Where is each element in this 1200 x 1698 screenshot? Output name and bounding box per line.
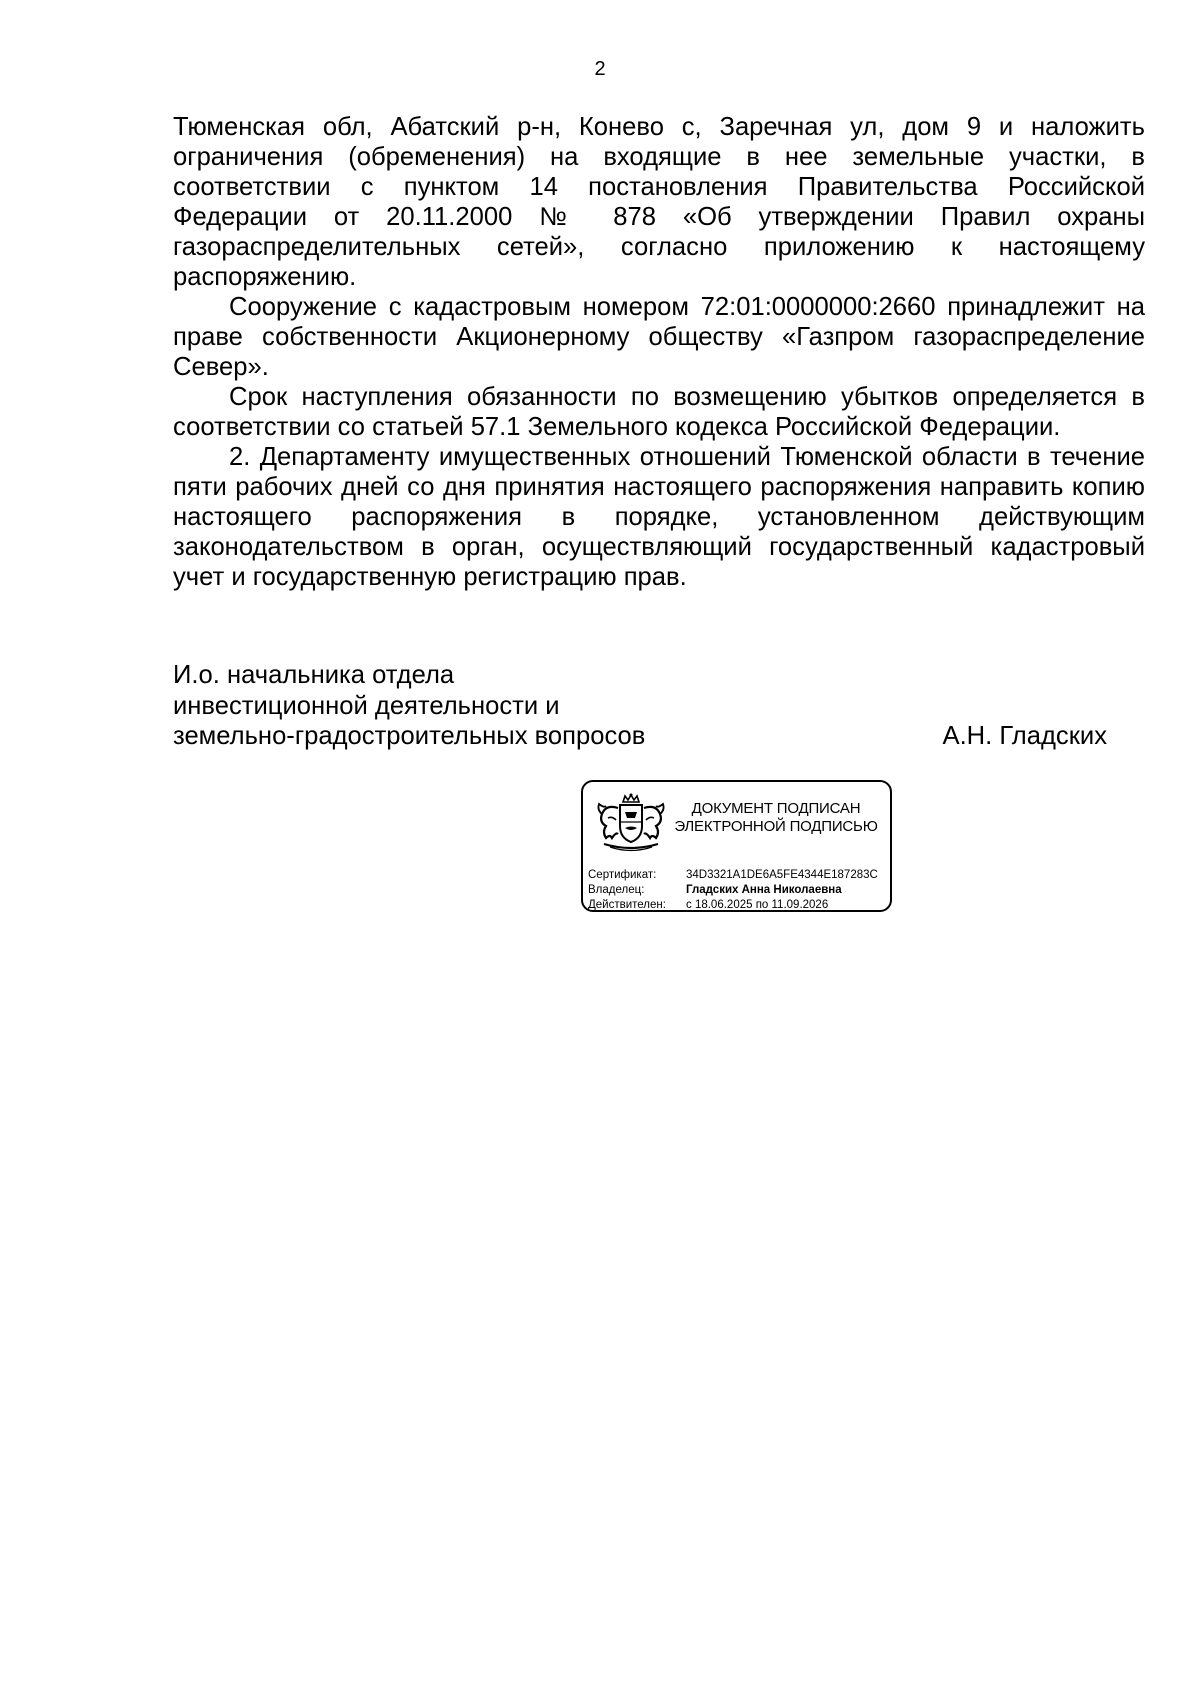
coat-of-arms-icon [592,792,670,854]
signer-position-line-2: инвестиционной деятельности и [173,691,560,720]
signer-position-line-1: И.о. начальника отдела [173,661,455,689]
paragraph-ownership: Сооружение с кадастровым номером 72:01:0000000:2660 принадлежит на праве собственности Акционерному обществу «Газпром газораспределение Север». [173,293,1145,381]
paragraph-continuation: Тюменская обл, Абатский р-н, Конево с, Заречная ул, дом 9 и наложить ограничения (обременения) на входящие в нее земельные участки, в соответствии с пунктом 14 постановления Правительства Российской Федерации от 20.11.2000 № 878 «Об утверждении Правил охраны газораспределительных сетей», согласно приложению к настоящему распоряжению. [173,113,1145,291]
paragraph-compensation: Срок наступления обязанности по возмещению убытков определяется в соответствии со статьей 57.1 Земельного кодекса Российской Федерации. [173,383,1145,441]
stamp-title [671,800,881,836]
signer-name: А.Н. Гладских [942,722,1107,750]
stamp-title-line-1: ДОКУМЕНТ ПОДПИСАН [691,800,861,817]
signer-position-line-3: земельно-градостроительных вопросов [173,722,646,750]
owner-value: Гладских Анна Николаевна [686,884,842,896]
validity-label: Действителен: [588,899,666,911]
document-body [173,112,1145,592]
electronic-signature-stamp [581,780,892,912]
owner-row [588,883,842,897]
validity-value: с 18.06.2025 по 11.09.2026 [686,899,829,911]
certificate-row [588,868,878,882]
paragraph-item-2: 2. Департаменту имущественных отношений Тюменской области в течение пяти рабочих дней со дня принятия настоящего распоряжения направить копию настоящего распоряжения в порядке, установленном действующим законодательством в орган, осуществляющий государственный кадастровый учет и государственную регистрацию прав. [173,443,1145,591]
stamp-title-line-2: ЭЛЕКТРОННОЙ ПОДПИСЬЮ [674,818,878,835]
validity-row [588,898,828,912]
certificate-value: 34D3321A1DE6A5FE4344E187283C [686,869,878,881]
certificate-label: Сертификат: [588,869,657,881]
owner-label: Владелец: [588,884,645,896]
page-number: 2 [594,58,606,80]
signature-block [173,660,1145,752]
